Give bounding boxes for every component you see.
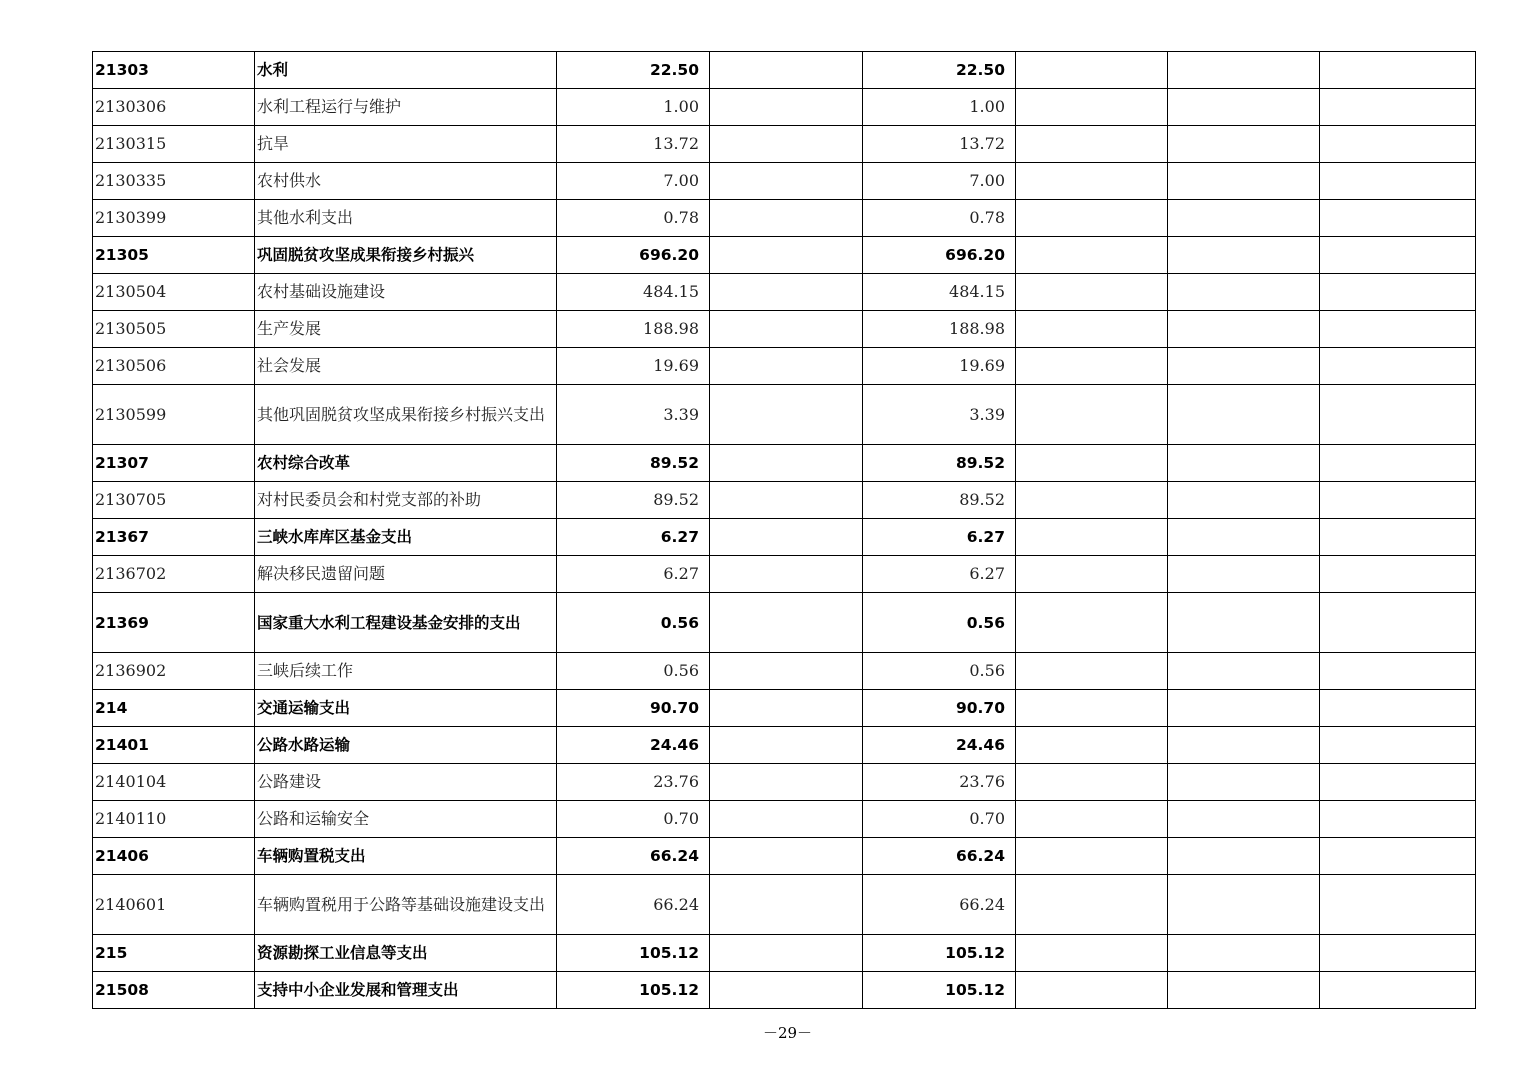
amount-cell: 188.98 <box>557 311 710 348</box>
empty-cell <box>1016 519 1168 556</box>
code-cell: 21406 <box>93 838 255 875</box>
empty-cell <box>1168 385 1320 445</box>
amount-cell: 22.50 <box>557 52 710 89</box>
amount2-cell: 89.52 <box>863 482 1016 519</box>
table-row <box>93 653 1476 690</box>
name-cell: 水利工程运行与维护 <box>255 89 557 126</box>
empty-cell <box>1320 482 1476 519</box>
amount2-cell: 23.76 <box>863 764 1016 801</box>
amount2-cell: 66.24 <box>863 838 1016 875</box>
budget-table <box>92 51 1476 1009</box>
table-row <box>93 445 1476 482</box>
code-cell: 21303 <box>93 52 255 89</box>
name-cell: 车辆购置税用于公路等基础设施建设支出 <box>255 875 557 935</box>
empty-cell <box>1016 653 1168 690</box>
amount-cell: 13.72 <box>557 126 710 163</box>
amount-cell: 89.52 <box>557 445 710 482</box>
name-cell: 国家重大水利工程建设基金安排的支出 <box>255 593 557 653</box>
empty-cell <box>710 89 863 126</box>
empty-cell <box>710 163 863 200</box>
empty-cell <box>710 935 863 972</box>
code-cell: 2130505 <box>93 311 255 348</box>
amount2-cell: 24.46 <box>863 727 1016 764</box>
empty-cell <box>1320 89 1476 126</box>
empty-cell <box>1168 126 1320 163</box>
empty-cell <box>1320 653 1476 690</box>
code-cell: 2140110 <box>93 801 255 838</box>
amount-cell: 696.20 <box>557 237 710 274</box>
empty-cell <box>710 237 863 274</box>
empty-cell <box>1016 237 1168 274</box>
empty-cell <box>1168 690 1320 727</box>
amount2-cell: 90.70 <box>863 690 1016 727</box>
empty-cell <box>1016 556 1168 593</box>
code-cell: 21508 <box>93 972 255 1009</box>
amount2-cell: 1.00 <box>863 89 1016 126</box>
table-row <box>93 764 1476 801</box>
empty-cell <box>1320 801 1476 838</box>
name-cell: 交通运输支出 <box>255 690 557 727</box>
table-row <box>93 126 1476 163</box>
empty-cell <box>1168 482 1320 519</box>
table-row <box>93 385 1476 445</box>
empty-cell <box>1016 348 1168 385</box>
empty-cell <box>1320 556 1476 593</box>
name-cell: 农村供水 <box>255 163 557 200</box>
empty-cell <box>1320 200 1476 237</box>
amount-cell: 1.00 <box>557 89 710 126</box>
code-cell: 214 <box>93 690 255 727</box>
code-cell: 21369 <box>93 593 255 653</box>
empty-cell <box>710 653 863 690</box>
empty-cell <box>1168 764 1320 801</box>
amount-cell: 6.27 <box>557 519 710 556</box>
empty-cell <box>1168 237 1320 274</box>
amount2-cell: 696.20 <box>863 237 1016 274</box>
table-row <box>93 348 1476 385</box>
empty-cell <box>1168 875 1320 935</box>
code-cell: 2136702 <box>93 556 255 593</box>
empty-cell <box>1168 838 1320 875</box>
name-cell: 抗旱 <box>255 126 557 163</box>
empty-cell <box>1320 764 1476 801</box>
empty-cell <box>1168 727 1320 764</box>
code-cell: 2130599 <box>93 385 255 445</box>
amount2-cell: 188.98 <box>863 311 1016 348</box>
amount-cell: 6.27 <box>557 556 710 593</box>
name-cell: 对村民委员会和村党支部的补助 <box>255 482 557 519</box>
empty-cell <box>1016 163 1168 200</box>
empty-cell <box>1320 311 1476 348</box>
amount-cell: 24.46 <box>557 727 710 764</box>
empty-cell <box>1320 727 1476 764</box>
empty-cell <box>1016 764 1168 801</box>
empty-cell <box>710 348 863 385</box>
empty-cell <box>1168 52 1320 89</box>
empty-cell <box>1320 237 1476 274</box>
amount-cell: 3.39 <box>557 385 710 445</box>
empty-cell <box>1168 445 1320 482</box>
empty-cell <box>1168 200 1320 237</box>
empty-cell <box>1016 311 1168 348</box>
table-row <box>93 52 1476 89</box>
name-cell: 三峡后续工作 <box>255 653 557 690</box>
amount2-cell: 0.70 <box>863 801 1016 838</box>
amount-cell: 66.24 <box>557 838 710 875</box>
empty-cell <box>1168 163 1320 200</box>
empty-cell <box>1168 311 1320 348</box>
code-cell: 2136902 <box>93 653 255 690</box>
name-cell: 支持中小企业发展和管理支出 <box>255 972 557 1009</box>
amount-cell: 0.78 <box>557 200 710 237</box>
code-cell: 2130335 <box>93 163 255 200</box>
empty-cell <box>1016 385 1168 445</box>
table-row <box>93 690 1476 727</box>
empty-cell <box>1016 89 1168 126</box>
code-cell: 2140104 <box>93 764 255 801</box>
empty-cell <box>1320 274 1476 311</box>
amount-cell: 105.12 <box>557 935 710 972</box>
empty-cell <box>1168 89 1320 126</box>
code-cell: 2130315 <box>93 126 255 163</box>
name-cell: 公路建设 <box>255 764 557 801</box>
amount2-cell: 89.52 <box>863 445 1016 482</box>
name-cell: 其他巩固脱贫攻坚成果衔接乡村振兴支出 <box>255 385 557 445</box>
empty-cell <box>710 200 863 237</box>
code-cell: 215 <box>93 935 255 972</box>
empty-cell <box>1320 519 1476 556</box>
table-row <box>93 519 1476 556</box>
amount2-cell: 66.24 <box>863 875 1016 935</box>
empty-cell <box>710 875 863 935</box>
amount2-cell: 3.39 <box>863 385 1016 445</box>
name-cell: 水利 <box>255 52 557 89</box>
empty-cell <box>710 519 863 556</box>
table-row <box>93 727 1476 764</box>
amount2-cell: 484.15 <box>863 274 1016 311</box>
empty-cell <box>1016 690 1168 727</box>
empty-cell <box>710 274 863 311</box>
empty-cell <box>710 801 863 838</box>
name-cell: 巩固脱贫攻坚成果衔接乡村振兴 <box>255 237 557 274</box>
amount-cell: 0.70 <box>557 801 710 838</box>
name-cell: 公路和运输安全 <box>255 801 557 838</box>
empty-cell <box>1016 838 1168 875</box>
empty-cell <box>710 593 863 653</box>
table-row <box>93 556 1476 593</box>
empty-cell <box>1320 126 1476 163</box>
table-row <box>93 838 1476 875</box>
empty-cell <box>1320 690 1476 727</box>
empty-cell <box>1016 801 1168 838</box>
empty-cell <box>1016 593 1168 653</box>
empty-cell <box>710 445 863 482</box>
empty-cell <box>1320 385 1476 445</box>
empty-cell <box>1016 445 1168 482</box>
table-row <box>93 972 1476 1009</box>
empty-cell <box>1168 519 1320 556</box>
code-cell: 21305 <box>93 237 255 274</box>
name-cell: 公路水路运输 <box>255 727 557 764</box>
table-row <box>93 482 1476 519</box>
empty-cell <box>1016 727 1168 764</box>
empty-cell <box>710 764 863 801</box>
table-row <box>93 163 1476 200</box>
amount2-cell: 0.78 <box>863 200 1016 237</box>
amount-cell: 0.56 <box>557 653 710 690</box>
empty-cell <box>1016 482 1168 519</box>
name-cell: 三峡水库库区基金支出 <box>255 519 557 556</box>
code-cell: 2140601 <box>93 875 255 935</box>
code-cell: 2130506 <box>93 348 255 385</box>
empty-cell <box>710 482 863 519</box>
empty-cell <box>710 126 863 163</box>
empty-cell <box>1320 972 1476 1009</box>
table-row <box>93 311 1476 348</box>
empty-cell <box>710 385 863 445</box>
amount-cell: 0.56 <box>557 593 710 653</box>
empty-cell <box>710 556 863 593</box>
code-cell: 21367 <box>93 519 255 556</box>
name-cell: 车辆购置税支出 <box>255 838 557 875</box>
empty-cell <box>1320 52 1476 89</box>
code-cell: 2130705 <box>93 482 255 519</box>
name-cell: 解决移民遗留问题 <box>255 556 557 593</box>
table-row <box>93 237 1476 274</box>
amount2-cell: 0.56 <box>863 593 1016 653</box>
empty-cell <box>1320 348 1476 385</box>
empty-cell <box>1016 126 1168 163</box>
empty-cell <box>1168 274 1320 311</box>
empty-cell <box>1016 972 1168 1009</box>
amount2-cell: 13.72 <box>863 126 1016 163</box>
amount-cell: 105.12 <box>557 972 710 1009</box>
amount2-cell: 6.27 <box>863 556 1016 593</box>
table-row <box>93 89 1476 126</box>
empty-cell <box>710 690 863 727</box>
empty-cell <box>1016 935 1168 972</box>
table-row <box>93 875 1476 935</box>
empty-cell <box>710 311 863 348</box>
amount2-cell: 19.69 <box>863 348 1016 385</box>
code-cell: 2130504 <box>93 274 255 311</box>
name-cell: 农村基础设施建设 <box>255 274 557 311</box>
empty-cell <box>1016 52 1168 89</box>
name-cell: 资源勘探工业信息等支出 <box>255 935 557 972</box>
empty-cell <box>1016 875 1168 935</box>
empty-cell <box>1320 163 1476 200</box>
table-row <box>93 801 1476 838</box>
empty-cell <box>1320 445 1476 482</box>
amount-cell: 19.69 <box>557 348 710 385</box>
amount-cell: 89.52 <box>557 482 710 519</box>
page-number: －29－ <box>762 1024 813 1042</box>
amount-cell: 66.24 <box>557 875 710 935</box>
amount-cell: 484.15 <box>557 274 710 311</box>
empty-cell <box>1016 274 1168 311</box>
name-cell: 社会发展 <box>255 348 557 385</box>
empty-cell <box>1320 875 1476 935</box>
amount-cell: 90.70 <box>557 690 710 727</box>
empty-cell <box>1168 972 1320 1009</box>
empty-cell <box>1320 935 1476 972</box>
empty-cell <box>1320 593 1476 653</box>
empty-cell <box>1168 556 1320 593</box>
table-row <box>93 593 1476 653</box>
code-cell: 21401 <box>93 727 255 764</box>
empty-cell <box>1168 593 1320 653</box>
empty-cell <box>710 727 863 764</box>
table-row <box>93 200 1476 237</box>
name-cell: 农村综合改革 <box>255 445 557 482</box>
name-cell: 生产发展 <box>255 311 557 348</box>
empty-cell <box>1168 653 1320 690</box>
empty-cell <box>1168 801 1320 838</box>
amount2-cell: 105.12 <box>863 935 1016 972</box>
code-cell: 2130399 <box>93 200 255 237</box>
code-cell: 2130306 <box>93 89 255 126</box>
amount2-cell: 22.50 <box>863 52 1016 89</box>
amount-cell: 23.76 <box>557 764 710 801</box>
empty-cell <box>1168 348 1320 385</box>
table-row <box>93 935 1476 972</box>
amount2-cell: 105.12 <box>863 972 1016 1009</box>
table-body <box>93 52 1476 1009</box>
empty-cell <box>1320 838 1476 875</box>
amount2-cell: 0.56 <box>863 653 1016 690</box>
empty-cell <box>710 972 863 1009</box>
empty-cell <box>1168 935 1320 972</box>
table-row <box>93 274 1476 311</box>
empty-cell <box>1016 200 1168 237</box>
name-cell: 其他水利支出 <box>255 200 557 237</box>
amount-cell: 7.00 <box>557 163 710 200</box>
amount2-cell: 6.27 <box>863 519 1016 556</box>
code-cell: 21307 <box>93 445 255 482</box>
amount2-cell: 7.00 <box>863 163 1016 200</box>
empty-cell <box>710 838 863 875</box>
empty-cell <box>710 52 863 89</box>
